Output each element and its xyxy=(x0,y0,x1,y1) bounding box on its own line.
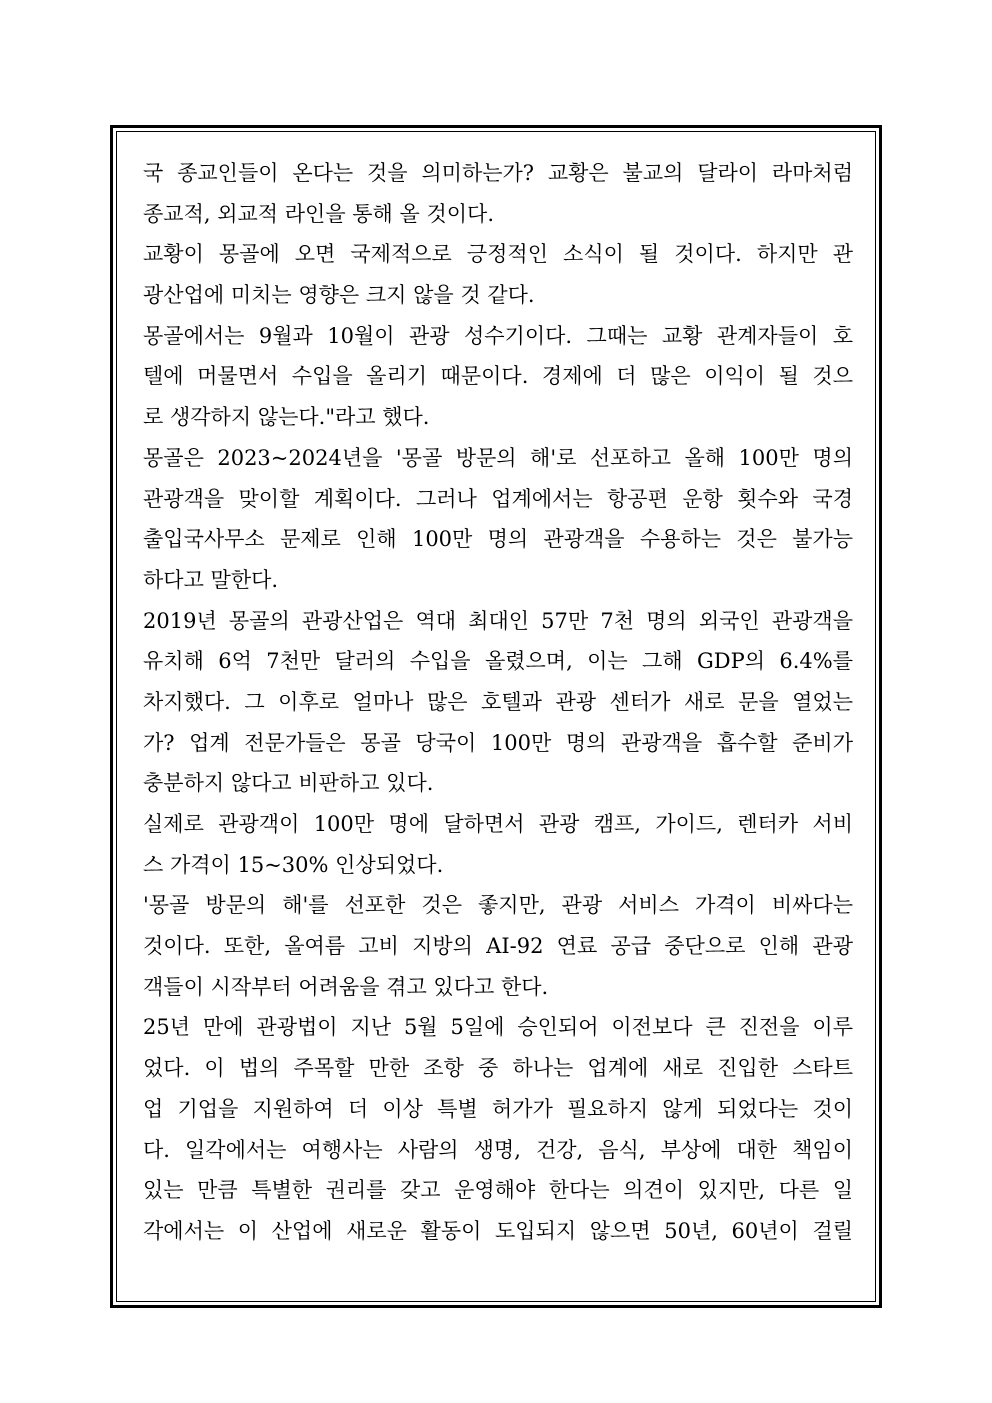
paragraph xyxy=(143,1007,853,1251)
text-line: 종교적, 외교적 라인을 통해 올 것이다. xyxy=(143,201,495,226)
paragraph xyxy=(143,316,853,438)
text-line: 관광객을 맞이할 계획이다. 그러나 업계에서는 항공편 운항 횟수와 국경 xyxy=(143,486,853,511)
text-line: 2019년 몽골의 관광산업은 역대 최대인 57만 7천 명의 외국인 관광객을 xyxy=(143,608,853,633)
text-line: 광산업에 미치는 영향은 크지 않을 것 같다. xyxy=(143,283,535,308)
paragraph xyxy=(143,438,853,601)
paragraph xyxy=(143,885,853,1007)
text-line: 하다고 말한다. xyxy=(143,567,279,592)
paragraph xyxy=(143,153,853,234)
text-line: 교황이 몽골에 오면 국제적으로 긍정적인 소식이 될 것이다. 하지만 관 xyxy=(143,242,853,267)
text-line: 었다. 이 법의 주목할 만한 조항 중 하나는 업계에 새로 진입한 스타트 xyxy=(143,1056,853,1081)
text-line: 있는 만큼 특별한 권리를 갖고 운영해야 한다는 의견이 있지만, 다른 일 xyxy=(143,1178,853,1203)
text-line: 각에서는 이 산업에 새로운 활동이 도입되지 않으면 50년, 60년이 걸릴 xyxy=(143,1218,853,1243)
text-line: 텔에 머물면서 수입을 올리기 때문이다. 경제에 더 많은 이익이 될 것으 xyxy=(143,364,853,389)
text-line: 몽골에서는 9월과 10월이 관광 성수기이다. 그때는 교황 관계자들이 호 xyxy=(143,323,853,348)
text-line: 국 종교인들이 온다는 것을 의미하는가? 교황은 불교의 달라이 라마처럼 xyxy=(143,161,853,185)
text-line: 업 기업을 지원하여 더 이상 특별 허가가 필요하지 않게 되었다는 것이 xyxy=(143,1096,853,1121)
text-line: 객들이 시작부터 어려움을 겪고 있다고 한다. xyxy=(143,974,549,999)
text-line: 로 생각하지 않는다."라고 했다. xyxy=(143,405,430,430)
text-line: 것이다. 또한, 올여름 고비 지방의 AI-92 연료 공급 중단으로 인해 관광 xyxy=(143,934,853,959)
text-line: 충분하지 않다고 비판하고 있다. xyxy=(143,771,434,796)
text-line: '몽골 방문의 해'를 선포한 것은 좋지만, 관광 서비스 가격이 비싸다는 xyxy=(143,893,853,918)
text-line: 스 가격이 15~30% 인상되었다. xyxy=(143,852,444,877)
paragraph xyxy=(143,804,853,885)
paragraph xyxy=(143,234,853,315)
text-line: 25년 만에 관광법이 지난 5월 5일에 승인되어 이전보다 큰 진전을 이루 xyxy=(143,1015,853,1040)
document-body xyxy=(143,153,853,1252)
text-line: 몽골은 2023~2024년을 '몽골 방문의 해'로 선포하고 올해 100만 명의 xyxy=(143,445,853,470)
text-line: 실제로 관광객이 100만 명에 달하면서 관광 캠프, 가이드, 렌터카 서비 xyxy=(143,812,853,836)
text-line: 차지했다. 그 이후로 얼마나 많은 호텔과 관광 센터가 새로 문을 열었는 xyxy=(143,689,853,714)
text-line: 다. 일각에서는 여행사는 사람의 생명, 건강, 음식, 부상에 대한 책임이 xyxy=(143,1137,853,1162)
paragraph xyxy=(143,601,853,804)
text-line: 가? 업계 전문가들은 몽골 당국이 100만 명의 관광객을 흡수할 준비가 xyxy=(143,730,853,755)
text-line: 출입국사무소 문제로 인해 100만 명의 관광객을 수용하는 것은 불가능 xyxy=(143,527,853,552)
text-line: 유치해 6억 7천만 달러의 수입을 올렸으며, 이는 그해 GDP의 6.4%를 xyxy=(143,649,853,674)
